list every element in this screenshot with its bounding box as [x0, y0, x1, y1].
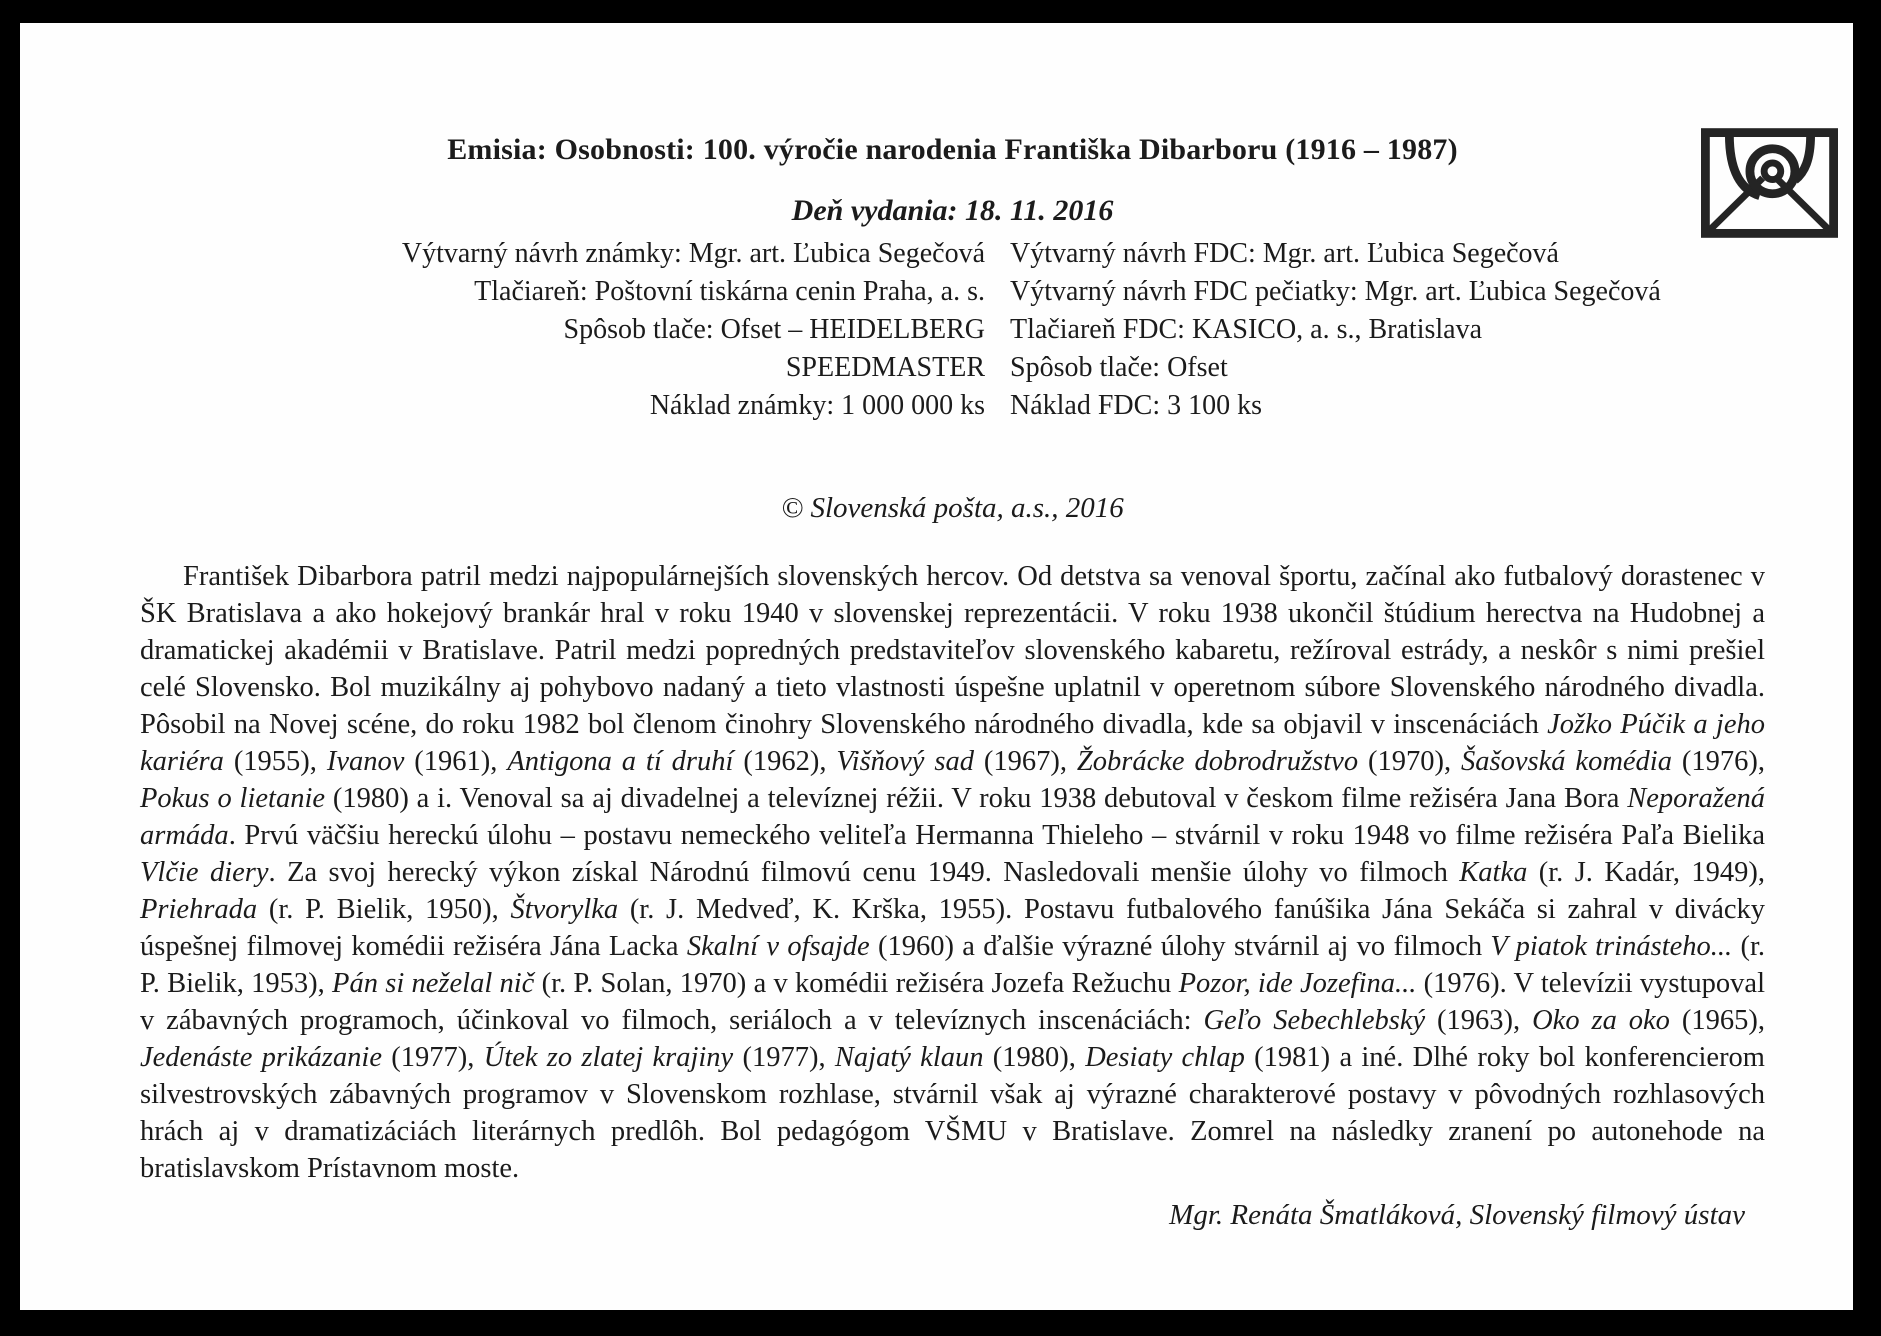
- detail-line: Výtvarný návrh FDC pečiatky: Mgr. art. Ľubica Segečová: [1010, 276, 1661, 307]
- detail-line: Výtvarný návrh FDC: Mgr. art. Ľubica Segečová: [1010, 238, 1559, 269]
- detail-line: SPEEDMASTER: [785, 352, 985, 383]
- detail-line: Tlačiareň FDC: KASICO, a. s., Bratislava: [1010, 314, 1483, 345]
- stamp-details-column: [140, 235, 985, 425]
- author-signature: Mgr. Renáta Šmatláková, Slovenský filmový ústav: [1169, 1199, 1745, 1231]
- document-header: [140, 130, 1765, 230]
- detail-line: Výtvarný návrh známky: Mgr. art. Ľubica Segečová: [401, 238, 985, 269]
- detail-line: Náklad známky: 1 000 000 ks: [649, 390, 985, 421]
- detail-line: Tlačiareň: Poštovní tiskárna cenin Praha, a. s.: [474, 276, 985, 307]
- page-content: [140, 23, 1765, 1310]
- scanned-bulletin-page: [20, 23, 1853, 1310]
- fdc-details-column: [1010, 235, 1765, 425]
- technical-details: [140, 235, 1765, 425]
- biography-paragraph: František Dibarbora patril medzi najpopulárnejších slovenských hercov. Od detstva sa venoval športu, začínal ako futbalový dorastenec v ŠK Bratislava a ako hokejový brankár hral v roku 1940 v slovenskej reprezentácii. V roku 1938 ukončil štúdium herectva na Hudobnej a dramatickej akadémii v Bratislave. Patril medzi popredných predstaviteľov slovenského kabaretu, režíroval estrády, a neskôr s nimi prešiel celé Slovensko. Bol muzikálny aj pohybovo nadaný a tieto vlastnosti úspešne uplatnil v operetnom súbore Slovenského národného divadla. Pôsobil na Novej scéne, do roku 1982 bol členom činohry Slovenského národného divadla, kde sa objavil v inscenáciách Jožko Púčik a jeho kariéra (1955), Ivanov (1961), Antigona a tí druhí (1962), Višňový sad (1967), Žobrácke dobrodružstvo (1970), Šašovská komédia (1976), Pokus o lietanie (1980) a i. Venoval sa aj divadelnej a televíznej réžii. V roku 1938 debutoval v českom filme režiséra Jana Bora Neporažená armáda. Prvú väčšiu hereckú úlohu – postavu nemeckého veliteľa Hermanna Thieleho – stvárnil v roku 1948 vo filme režiséra Paľa Bielika Vlčie diery. Za svoj herecký výkon získal Národnú filmovú cenu 1949. Nasledovali menšie úlohy vo filmoch Katka (r. J. Kadár, 1949), Priehrada (r. P. Bielik, 1950), Štvorylka (r. J. Medveď, K. Krška, 1955). Postavu futbalového fanúšika Jána Sekáča si zahral v divácky úspešnej filmovej komédii režiséra Jána Lacka Skalní v ofsajde (1960) a ďalšie výrazné úlohy stvárnil aj vo filmoch V piatok trinásteho... (r. P. Bielik, 1953), Pán si neželal nič (r. P. Solan, 1970) a v komédii režiséra Jozefa Režuchu Pozor, ide Jozefina... (1976). V televízii vystupoval v zábavných programoch, účinkoval vo filmoch, seriáloch a v televíznych inscenáciách: Geľo Sebechlebský (1963), Oko za oko (1965), Jedenáste prikázanie (1977), Útek zo zlatej krajiny (1977), Najatý klaun (1980), Desiaty chlap (1981) a iné. Dlhé roky bol konferencierom silvestrovských zábavných programov v Slovenskom rozhlase, stvárnil však aj výrazné charakterové postavy v pôvodných rozhlasových hrách aj v dramatizáciách literárnych predlôh. Bol pedagógom VŠMU v Bratislave. Zomrel na následky zranení po autonehode na bratislavskom Prístavnom moste.: [140, 561, 1766, 1184]
- emission-title: Emisia: Osobnosti: 100. výročie narodenia Františka Dibarboru (1916 – 1987): [447, 133, 1458, 166]
- detail-line: Náklad FDC: 3 100 ks: [1010, 390, 1262, 421]
- issue-date: Deň vydania: 18. 11. 2016: [791, 194, 1114, 227]
- detail-line: Spôsob tlače: Ofset – HEIDELBERG: [563, 314, 985, 345]
- copyright-notice: © Slovenská pošta, a.s., 2016: [781, 492, 1124, 524]
- detail-line: Spôsob tlače: Ofset: [1010, 352, 1228, 383]
